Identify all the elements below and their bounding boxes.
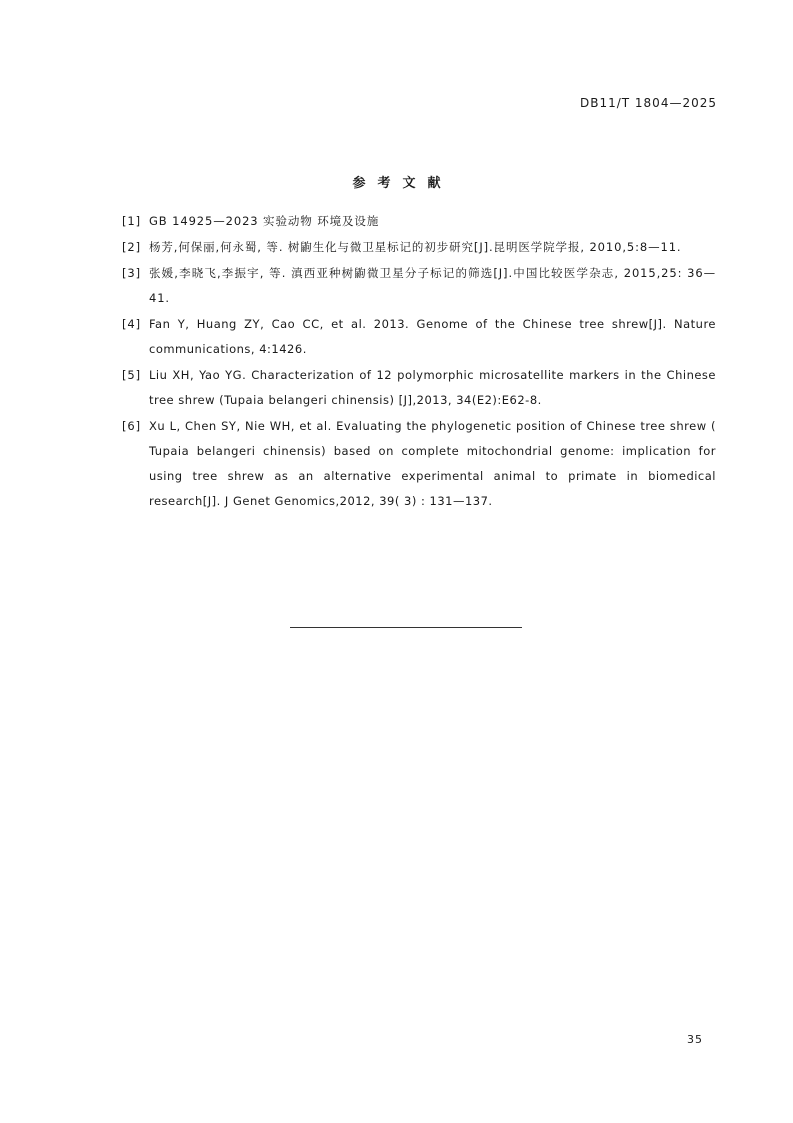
reference-text: GB 14925—2023 实验动物 环境及设施 xyxy=(149,214,380,228)
reference-number: [5] xyxy=(122,368,141,382)
reference-number: [2] xyxy=(122,240,141,254)
reference-text: 张媛,李晓飞,李振宇, 等. 滇西亚种树鼩微卫星分子标记的筛选[J].中国比较医学杂志, 2015,25: 36—41. xyxy=(149,266,716,305)
reference-number: [6] xyxy=(122,419,141,433)
reference-item-2 xyxy=(122,235,716,260)
reference-text: Xu L, Chen SY, Nie WH, et al. Evaluating the phylogenetic position of Chinese tree shrew ( Tupaia belangeri chinensis) based on complete mitochondrial genome: implication for using tree shrew as an alternative experimental animal to primate in biomedical research[J]. J Genet Genomics,2012, 39( 3) : 131—137. xyxy=(149,419,716,508)
reference-text: 杨芳,何保丽,何永蜀, 等. 树鼩生化与微卫星标记的初步研究[J].昆明医学院学报, 2010,5:8—11. xyxy=(149,240,682,254)
reference-number: [3] xyxy=(122,266,141,280)
reference-text: Liu XH, Yao YG. Characterization of 12 polymorphic microsatellite markers in the Chinese tree shrew (Tupaia belangeri chinensis) [J],2013, 34(E2):E62-8. xyxy=(149,368,716,407)
end-of-section-rule xyxy=(290,627,522,628)
reference-item-5 xyxy=(122,363,716,413)
reference-item-3 xyxy=(122,261,716,311)
document-code: DB11/T 1804—2025 xyxy=(579,96,717,110)
reference-number: [4] xyxy=(122,317,141,331)
page-number: 35 xyxy=(687,1033,703,1046)
reference-item-6 xyxy=(122,414,716,514)
reference-text: Fan Y, Huang ZY, Cao CC, et al. 2013. Genome of the Chinese tree shrew[J]. Nature communications, 4:1426. xyxy=(149,317,716,356)
section-title: 参考文献 xyxy=(352,176,453,191)
reference-item-4 xyxy=(122,312,716,362)
reference-list xyxy=(122,209,716,515)
reference-number: [1] xyxy=(122,214,141,228)
reference-item-1 xyxy=(122,209,716,234)
